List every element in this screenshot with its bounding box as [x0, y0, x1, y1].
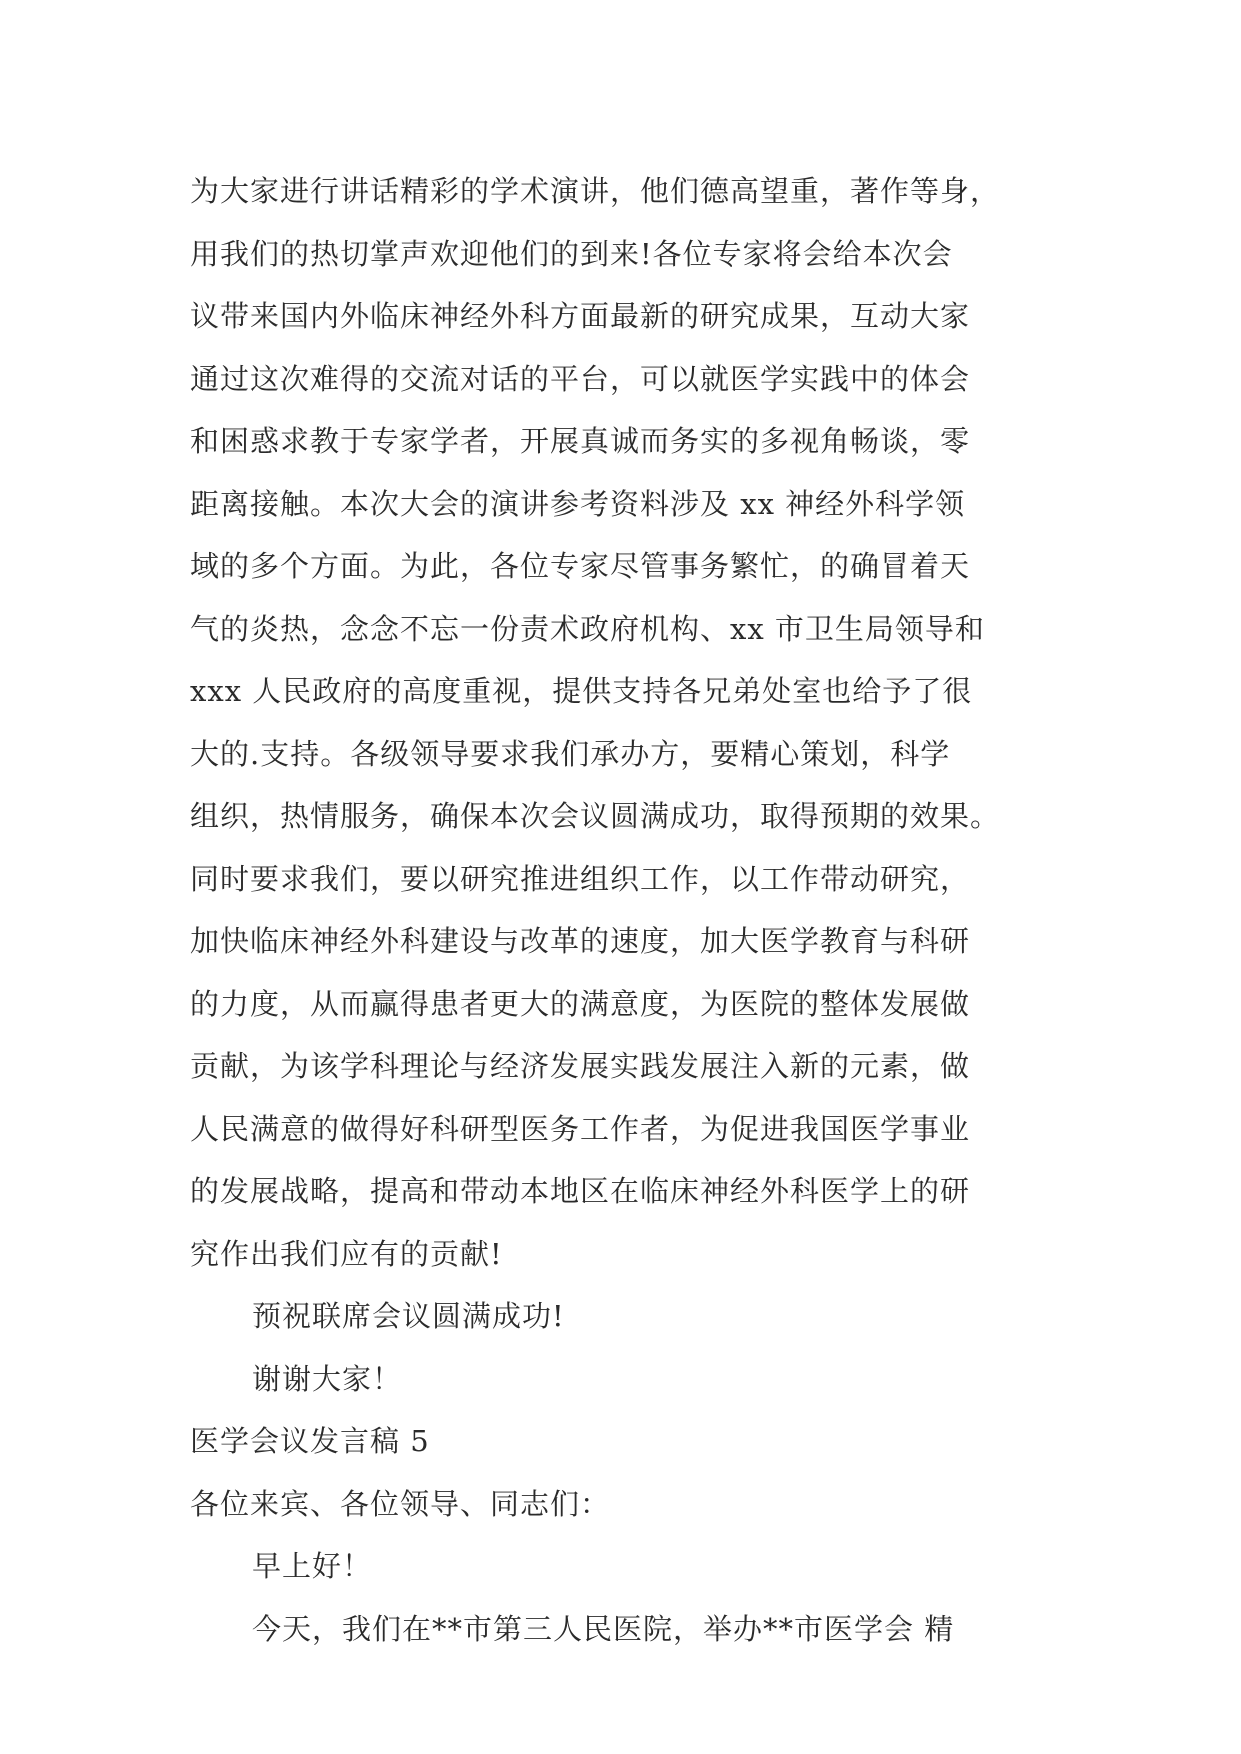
- section-title: 医学会议发言稿 5: [190, 1424, 430, 1458]
- closing-wish: 预祝联席会议圆满成功!: [252, 1299, 565, 1333]
- paragraph-line: 的力度，从而赢得患者更大的满意度，为医院的整体发展做: [190, 986, 971, 1021]
- paragraph-line: 为大家进行讲话精彩的学术演讲，他们德高望重，著作等身，: [190, 174, 1001, 208]
- paragraph-line: 同时要求我们，要以研究推进组织工作，以工作带动研究，: [190, 861, 971, 896]
- paragraph-line: 贡献，为该学科理论与经济发展实践发展注入新的元素，做: [190, 1049, 971, 1083]
- paragraph-line: 域的多个方面。为此，各位专家尽管事务繁忙，的确冒着天: [190, 549, 971, 583]
- paragraph-line: 大的.支持。各级领导要求我们承办方，要精心策划，科学: [190, 736, 951, 771]
- paragraph-line: 的发展战略，提高和带动本地区在临床神经外科医学上的研: [190, 1174, 971, 1208]
- paragraph-line: 人民满意的做得好科研型医务工作者，为促进我国医学事业: [190, 1111, 971, 1146]
- paragraph-line: 用我们的热切掌声欢迎他们的到来!各位专家将会给本次会: [190, 236, 953, 271]
- paragraph-line: 议带来国内外临床神经外科方面最新的研究成果，互动大家: [190, 299, 971, 333]
- paragraph-line: 距离接触。本次大会的演讲参考资料涉及 xx 神经外科学领: [190, 486, 966, 521]
- salutation: 各位来宾、各位领导、同志们：: [190, 1486, 611, 1521]
- paragraph-line: 气的炎热，念念不忘一份责术政府机构、xx 市卫生局领导和: [190, 611, 985, 646]
- paragraph-line: 和困惑求教于专家学者，开展真诚而务实的多视角畅谈，零: [190, 424, 971, 458]
- paragraph-line: xxx 人民政府的高度重视，提供支持各兄弟处室也给予了很: [190, 674, 973, 708]
- paragraph-line: 组织，热情服务，确保本次会议圆满成功，取得预期的效果。: [190, 799, 1001, 833]
- opening-line: 今天，我们在**市第三人民医院，举办**市医学会 精: [252, 1611, 955, 1646]
- greeting: 早上好！: [252, 1549, 373, 1583]
- paragraph-line: 究作出我们应有的贡献!: [190, 1236, 503, 1271]
- document-body: [190, 160, 1060, 1660]
- closing-thanks: 谢谢大家！: [252, 1361, 403, 1396]
- paragraph-line: 通过这次难得的交流对话的平台，可以就医学实践中的体会: [190, 361, 971, 396]
- paragraph-line: 加快临床神经外科建设与改革的速度，加大医学教育与科研: [190, 924, 971, 958]
